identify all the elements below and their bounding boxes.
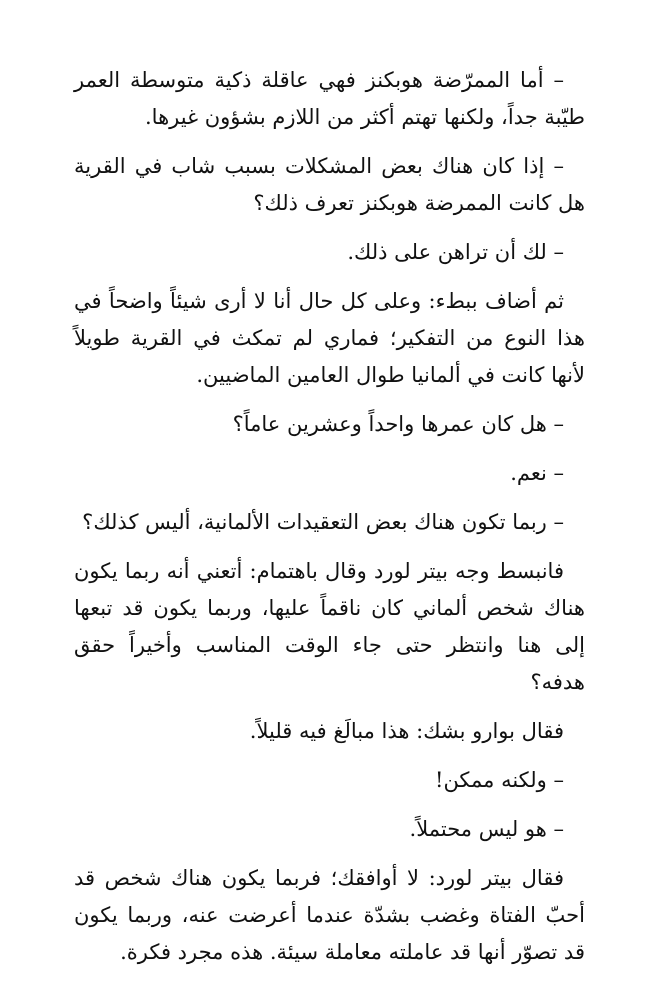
paragraph-4: ثم أضاف ببطء: وعلى كل حال أنا لا أرى شيئاً واضحاً في هذا النوع من التفكير؛ فماري لم تمكث في القرية طويلاً لأنها كانت في ألمانيا طوال العامين الماضيين. bbox=[74, 289, 585, 387]
paragraph-8: فانبسط وجه بيتر لورد وقال باهتمام: أتعني أنه ربما يكون هناك شخص ألماني كان ناقماً عليها، وربما يكون قد تبعها إلى هنا وانتظر حتى جاء الوقت المناسب وأخيراً حقق هدفه؟ bbox=[74, 559, 585, 694]
paragraph-1: – أما الممرّضة هوبكنز فهي عاقلة ذكية متوسطة العمر طيّبة جداً، ولكنها تهتم أكثر من اللازم بشؤون غيرها. bbox=[74, 68, 585, 129]
paragraph-11: – هو ليس محتملاً. bbox=[409, 817, 564, 841]
paragraph-6: – نعم. bbox=[510, 461, 564, 485]
paragraph-5: – هل كان عمرها واحداً وعشرين عاماً؟ bbox=[232, 412, 564, 436]
paragraph-3: – لك أن تراهن على ذلك. bbox=[347, 240, 564, 264]
paragraph-12: فقال بيتر لورد: لا أوافقك؛ فربما يكون هناك شخص قد أحبّ الفتاة وغضب بشدّة عندما أعرضت عنه، وربما يكون قد تصوّر أنها قد عاملته معاملة سيئة. هذه مجرد فكرة. bbox=[74, 866, 585, 964]
paragraph-9: فقال بوارو بشك: هذا مبالَغ فيه قليلاً. bbox=[249, 719, 564, 743]
paragraph-10: – ولكنه ممكن! bbox=[435, 768, 564, 792]
paragraph-2: – إذا كان هناك بعض المشكلات بسبب شاب في القرية هل كانت الممرضة هوبكنز تعرف ذلك؟ bbox=[74, 154, 585, 215]
paragraph-7: – ربما تكون هناك بعض التعقيدات الألمانية، أليس كذلك؟ bbox=[82, 510, 564, 534]
